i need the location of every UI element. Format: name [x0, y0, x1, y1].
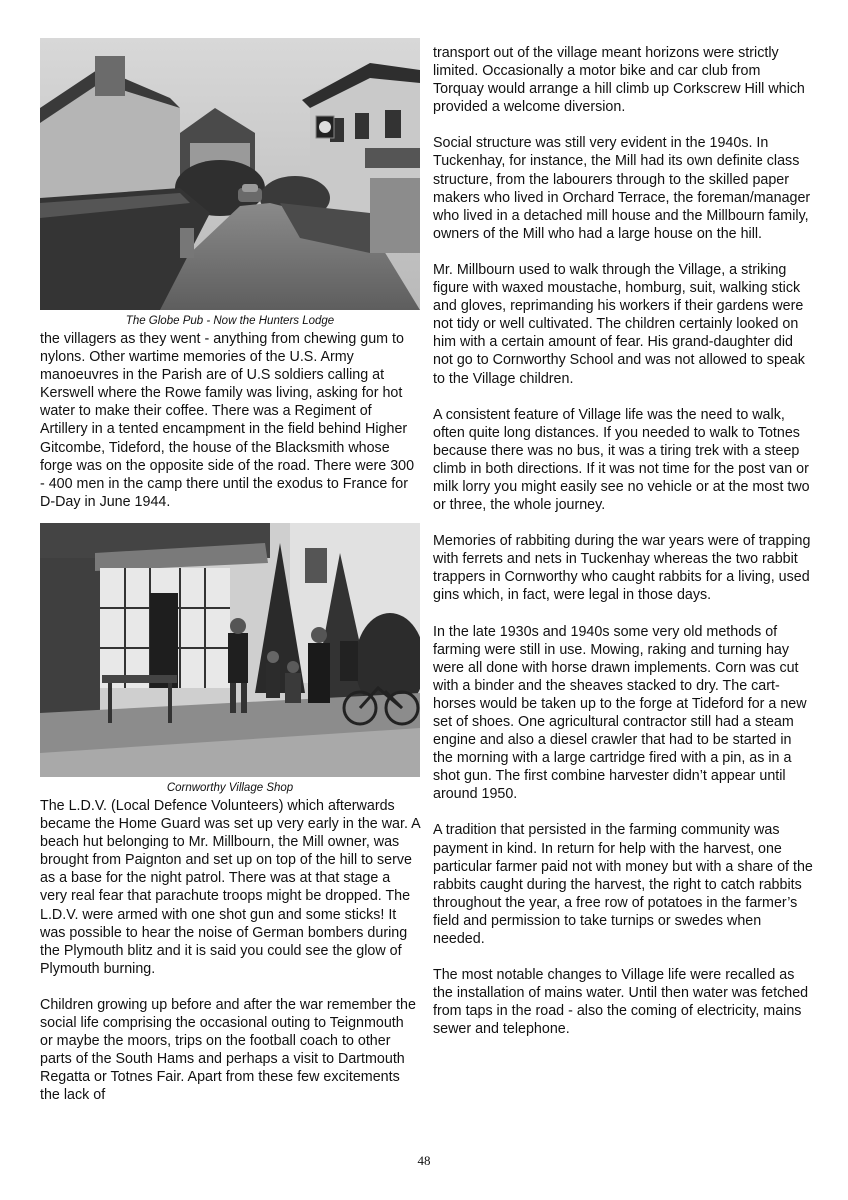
paragraph: In the late 1930s and 1940s some very old methods of farming were still in use. Mowing, raking and turning hay were all done with horse drawn implements. Corn was cut with a binder and the sheaves stacked to dry. The cart-horses would be taken up to the forge at Tideford for a new set of shoes. One agricultural contractor still had a steam engine and also a diesel crawler that had to be started in the morning with a large cartridge fired with a pin, as in a shot gun. The first combine harvester didn’t appear until around 1950. — [433, 623, 807, 803]
globe-pub-image — [40, 38, 420, 310]
page-number: 48 — [417, 1153, 431, 1168]
paragraph: The most notable changes to Village life were recalled as the installation of mains water. Until then water was fetched from taps in the road - also the coming of electricity, mains sewer and telephone. — [433, 967, 809, 1038]
paragraph: Children growing up before and after the war remember the social life comprising the occasional outing to Teignmouth or maybe the moors, trips on the football coach to other parts of the South Hams and perhaps a visit to Dartmouth Regatta or Totnes Fair. Apart from these few excitements the lack of — [40, 996, 416, 1104]
left-column — [40, 38, 420, 1122]
paragraph: A tradition that persisted in the farming community was payment in kind. In return for help with the harvest, one particular farmer paid not with money but with a share of the rabbits caught during the harvest, the right to catch rabbits throughout the year, a free row of potatoes in the farmer’s field and permission to take turnips or swedes when needed. — [433, 822, 813, 948]
photo-village-shop — [40, 523, 420, 777]
right-column — [433, 44, 813, 1057]
paragraph: transport out of the village meant horizons were strictly limited. Occasionally a motor bike and car club from Torquay would arrange a hill climb up Corkscrew Hill which provided a welcome diversion. — [433, 45, 805, 116]
paragraph: Social structure was still very evident in the 1940s. In Tuckenhay, for instance, the Mill had its own definite class structure, from the labourers through to the skilled paper makers who lived in Orchard Terrace, the foreman/manager who lived in a detached mill house and the Millbourn family, owners of the Mill who had a large house on the hill. — [433, 135, 811, 242]
paragraph: A consistent feature of Village life was the need to walk, often quite long distances. If you needed to walk to Totnes because there was no bus, it was a tiring trek with a steep climb in both directions. If it was not time for the post van or milk lorry you might easily see no vehicle or at the most two or three, the whole journey. — [433, 406, 810, 514]
paragraph: The L.D.V. (Local Defence Volunteers) which afterwards became the Home Guard was set up very early in the war. A beach hut belonging to Mr. Millbourn, the Mill owner, was brought from Paignton and set up on top of the hill to serve as a base for the night patrol. There was at that stage a very real fear that parachute troops might be dropped. The L.D.V. were armed with one shot gun and some sticks! It was possible to hear the noise of German bombers during the Plymouth blitz and it is said you could see the glow of Plymouth burning. — [40, 797, 420, 977]
paragraph: Memories of rabbiting during the war years were of trapping with ferrets and nets in Tuckenhay whereas the two rabbit trappers in Cornworthy who caught rabbits for a living, used gins which, in fact, were legal in those days. — [433, 533, 811, 604]
photo-globe-pub — [40, 38, 420, 310]
village-shop-image — [40, 523, 420, 777]
paragraph: Mr. Millbourn used to walk through the Village, a striking figure with waxed moustache, homburg, suit, walking stick and gloves, reprimanding his workers if their gardens were not tidy or well cultivated. The children certainly looked on him with a certain amount of fear. His grand-daughter did not go to Cornworthy School and was not allowed to speak to the Village children. — [433, 261, 805, 387]
photo-caption-globe-pub: The Globe Pub - Now the Hunters Lodge — [125, 315, 335, 327]
photo-caption-village-shop: Cornworthy Village Shop — [166, 781, 294, 794]
paragraph: the villagers as they went - anything from chewing gum to nylons. Other wartime memories of the U.S. Army manoeuvres in the Parish are of U.S soldiers calling at Kerswell where the Rowe family was living, asking for hot water to make their coffee. There was a Regiment of Artillery in a tented encampment in the field behind Higher Gitcombe, Tideford, the house of the Blacksmith whose forge was on the opposite side of the road. There were 300 - 400 men in the camp there until the exodus to France for D-Day in June 1944. — [40, 331, 415, 510]
